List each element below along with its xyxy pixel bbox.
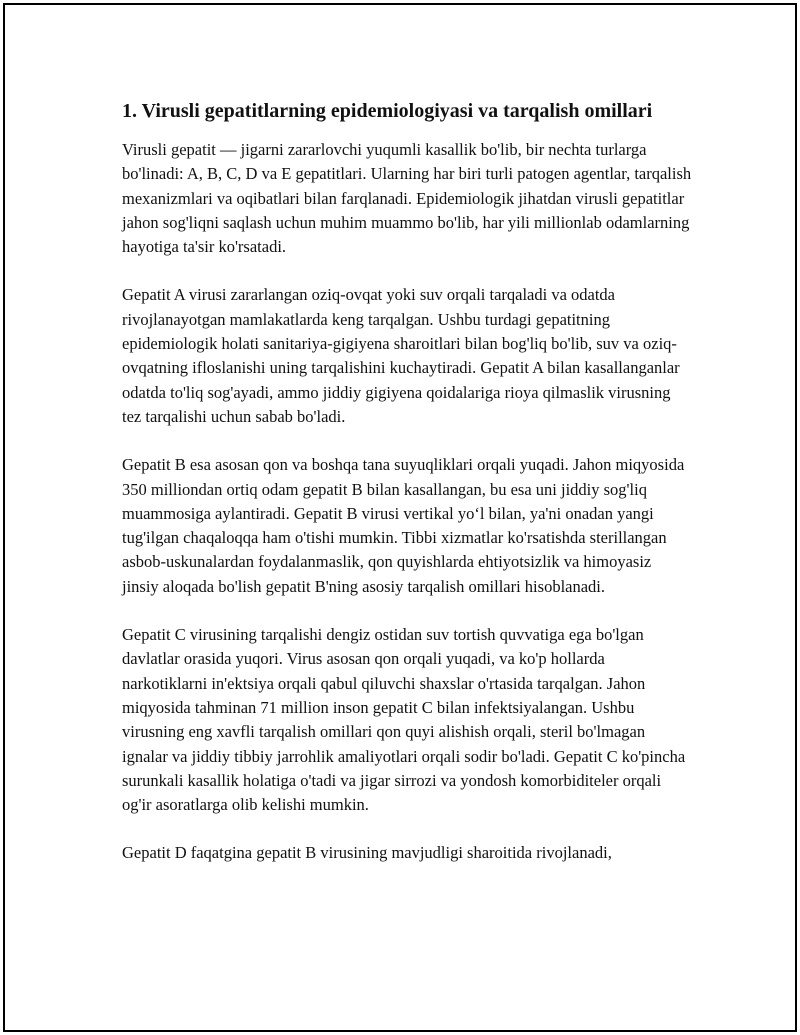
section-title: 1. Virusli gepatitlarning epidemiologiyasi va tarqalish omillari — [122, 100, 653, 122]
paragraph-hepatitis-a: Gepatit A virusi zararlangan oziq-ovqat yoki suv orqali tarqaladi va odatda rivojlanayotgan mamlakatlarda keng tarqalgan. Ushbu turdagi gepatitning epidemiologik holati sanitariya-gigiyena sharoitlari bilan bog'liq bo'lib, suv va oziq-ovqatning ifloslanishi uning tarqalishini kuchaytiradi. Gepatit A bilan kasallanganlar odatda to'liq sog'ayadi, ammo jiddiy gigiyena qoidalariga rioya qilmaslik virusning tez tarqalishi uchun sabab bo'ladi. — [122, 285, 680, 426]
paragraph-hepatitis-b: Gepatit B esa asosan qon va boshqa tana suyuqliklari orqali yuqadi. Jahon miqyosida 350 milliondan ortiq odam gepatit B bilan kasallangan, bu esa uni jiddiy sog'liq muammosiga aylantiradi. Gepatit B virusi vertikal yo‘l bilan, ya'ni onadan yangi tug'ilgan chaqaloqqa ham o'tishi mumkin. Tibbi xizmatlar ko'rsatishda sterillangan asbob-uskunalardan foydalanmaslik, qon quyishlarda ehtiyotsizlik va himoyasiz jinsiy aloqada bo'lish gepatit B'ning asosiy tarqalish omillari hisoblanadi. — [122, 455, 685, 596]
document-page — [3, 3, 797, 1032]
paragraph-intro: Virusli gepatit — jigarni zararlovchi yuqumli kasallik bo'lib, bir nechta turlarga bo'linadi: A, B, C, D va E gepatitlari. Ularning har biri turli patogen agentlar, tarqalish mexanizmlari va oqibatlari bilan farqlanadi. Epidemiologik jihatdan virusli gepatitlar jahon sog'liqni saqlash uchun muhim muammo bo'lib, har yili millionlab odamlarning hayotiga ta'sir ko'rsatadi. — [122, 140, 692, 257]
paragraph-hepatitis-d: Gepatit D faqatgina gepatit B virusining mavjudligi sharoitida rivojlanadi, — [122, 843, 612, 863]
paragraph-hepatitis-c: Gepatit C virusining tarqalishi dengiz ostidan suv tortish quvvatiga ega bo'lgan davlatlar orasida yuqori. Virus asosan qon orqali yuqadi, va ko'p hollarda narkotiklarni in'ektsiya orqali qabul qiluvchi shaxslar o'rtasida tarqalgan. Jahon miqyosida tahminan 71 million inson gepatit C bilan infektsiyalangan. Ushbu virusning eng xavfli tarqalish omillari qon quyi alishish orqali, steril bo'lmagan ignalar va jiddiy tibbiy jarrohlik amaliyotlari orqali sodir bo'ladi. Gepatit C ko'pincha surunkali kasallik holatiga o'tadi va jigar sirrozi va yondosh komorbiditeler orqali og'ir asoratlarga olib kelishi mumkin. — [122, 625, 686, 815]
document-body — [122, 97, 692, 890]
